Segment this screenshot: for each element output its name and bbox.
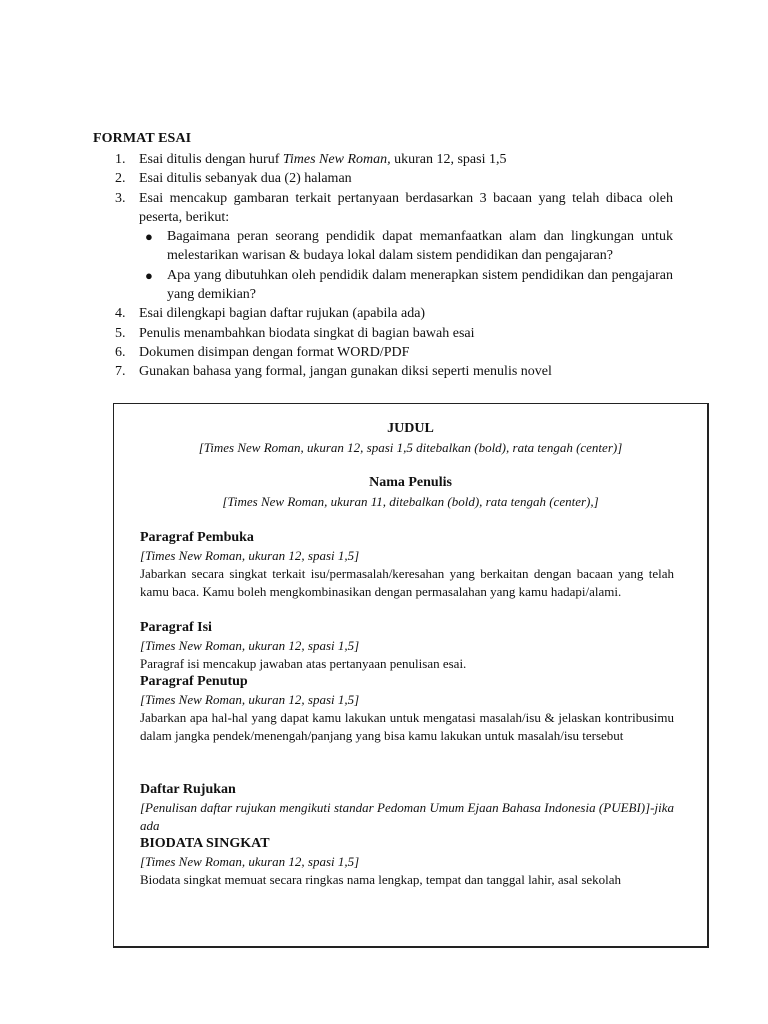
section-note: [Times New Roman, ukuran 12, spasi 1,5] <box>140 854 360 869</box>
list-item <box>93 150 673 169</box>
sub-list-item <box>93 227 673 266</box>
list-item-text: Esai mencakup gambaran terkait pertanyaan berdasarkan 3 bacaan yang telah dibaca oleh peserta, berikut: <box>139 190 673 225</box>
list-number: 3. <box>115 190 126 206</box>
section-note: [Times New Roman, ukuran 12, spasi 1,5] <box>140 548 360 563</box>
section-note: [Times New Roman, ukuran 12, spasi 1,5] <box>140 692 360 707</box>
template-title: JUDUL <box>387 421 434 436</box>
section-note: [Penulisan daftar rujukan mengikuti standar Pedoman Umum Ejaan Bahasa Indonesia (PUEBI)]-jika ada <box>140 800 674 833</box>
section-body: Paragraf isi mencakup jawaban atas pertanyaan penulisan esai. <box>140 655 467 671</box>
list-number: 4. <box>115 306 126 322</box>
section-body: Biodata singkat memuat secara ringkas nama lengkap, tempat dan tanggal lahir, asal sekolah <box>140 871 622 887</box>
section-daftar-rujukan <box>140 781 674 835</box>
section-heading: Paragraf Pembuka <box>140 530 254 545</box>
list-number: 5. <box>115 325 126 341</box>
list-item <box>93 343 673 362</box>
section-heading: Daftar Rujukan <box>140 782 236 797</box>
section-body: Jabarkan apa hal-hal yang dapat kamu lakukan untuk mengatasi masalah/isu & jelaskan kontribusimu dalam jangka pendek/menengah/panjang yang bisa kamu lakukan untuk masalah/isu tersebut <box>140 709 674 743</box>
sub-list-item-text: Bagaimana peran seorang pendidik dapat memanfaatkan alam dan lingkungan untuk melestarikan warisan & budaya lokal dalam sistem pendidikan dan pengajaran? <box>167 229 673 264</box>
section-paragraf-isi <box>140 619 674 673</box>
section-body: Jabarkan secara singkat terkait isu/permasalah/keresahan yang berkaitan dengan bacaan yang telah kamu baca. Kamu boleh mengkombinasikan dengan permasalahan yang kamu hadapi/alami. <box>140 565 674 599</box>
sub-list-item-text: Apa yang dibutuhkan oleh pendidik dalam menerapkan sistem pendidikan dan pengajaran yang demikian? <box>167 267 673 303</box>
section-paragraf-pembuka <box>140 529 674 601</box>
list-number: 6. <box>115 344 126 360</box>
list-item-text: Esai ditulis sebanyak dua (2) halaman <box>139 171 352 187</box>
font-name-emphasis: Times New Roman, <box>282 152 391 167</box>
list-item-text: Penulis menambahkan biodata singkat di bagian bawah esai <box>139 325 475 341</box>
list-number: 2. <box>115 171 126 187</box>
requirements-list <box>93 150 673 382</box>
template-title-note: [Times New Roman, ukuran 12, spasi 1,5 ditebalkan (bold), rata tengah (center)] <box>198 440 623 455</box>
page-title: FORMAT ESAI <box>93 131 192 146</box>
section-biodata-singkat <box>140 835 674 889</box>
template-author-note: [Times New Roman, ukuran 11, ditebalkan (bold), rata tengah (center),] <box>222 494 599 509</box>
section-paragraf-penutup <box>140 673 674 745</box>
template-author: Nama Penulis <box>369 475 452 490</box>
list-item-text: Gunakan bahasa yang formal, jangan gunakan diksi seperti menulis novel <box>139 364 552 380</box>
section-heading: Paragraf Isi <box>140 620 212 635</box>
bullet-icon: ● <box>145 229 153 245</box>
essay-template-box <box>113 403 709 948</box>
section-heading: BIODATA SINGKAT <box>140 836 270 851</box>
list-number: 7. <box>115 364 126 380</box>
list-item <box>93 324 673 343</box>
list-item <box>93 362 673 381</box>
sub-list-item <box>93 266 673 305</box>
list-item <box>93 189 673 228</box>
list-number: 1. <box>115 152 126 167</box>
bullet-icon: ● <box>145 267 153 283</box>
list-item <box>93 169 673 188</box>
list-item <box>93 304 673 323</box>
section-heading: Paragraf Penutup <box>140 674 248 689</box>
list-item-text: Dokumen disimpan dengan format WORD/PDF <box>139 344 410 360</box>
list-item-text-suffix: ukuran 12, spasi 1,5 <box>390 152 507 167</box>
section-note: [Times New Roman, ukuran 12, spasi 1,5] <box>140 638 360 653</box>
list-item-text: Esai ditulis dengan huruf <box>139 152 283 167</box>
list-item-text: Esai dilengkapi bagian daftar rujukan (apabila ada) <box>139 306 426 322</box>
